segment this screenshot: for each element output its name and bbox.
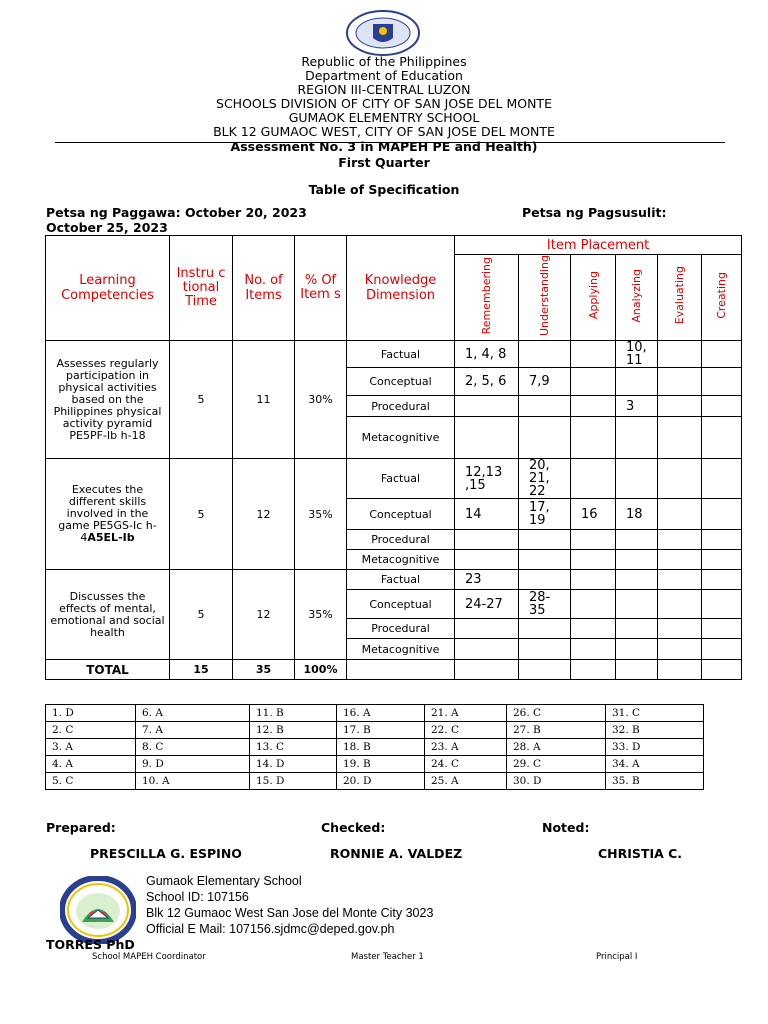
placement-cell — [455, 396, 519, 417]
col-dimension: Knowledge Dimension — [347, 236, 455, 341]
answer-cell: 12. B — [250, 722, 337, 739]
col-percent: % Of Item s — [295, 236, 347, 341]
placement-cell — [702, 368, 742, 396]
placement-cell — [571, 341, 616, 368]
placement-cell — [658, 639, 702, 660]
answer-key-table — [45, 704, 704, 790]
level-remembering: Remembering — [455, 255, 519, 341]
answer-cell: 4. A — [46, 756, 136, 773]
checked-label: Checked: — [321, 820, 386, 835]
placement-cell — [658, 341, 702, 368]
empty-cell — [616, 660, 658, 680]
noted-name-cont: TORRES PhD — [46, 937, 135, 952]
placement-cell — [519, 619, 571, 639]
footer-school-id: School ID: 107156 — [146, 890, 249, 904]
dimension-label: Procedural — [347, 619, 455, 639]
level-evaluating: Evaluating — [658, 255, 702, 341]
placement-cell — [519, 550, 571, 570]
placement-cell — [571, 530, 616, 550]
table-of-specification — [45, 235, 742, 680]
answer-cell: 8. C — [136, 739, 250, 756]
total-items: 35 — [233, 660, 295, 680]
placement-cell: 16 — [571, 499, 616, 530]
answer-cell: 30. D — [507, 773, 606, 790]
answer-cell: 17. B — [337, 722, 425, 739]
answer-cell: 33. D — [606, 739, 704, 756]
prepared-role: School MAPEH Coordinator — [92, 952, 206, 962]
answer-cell: 27. B — [507, 722, 606, 739]
placement-cell — [519, 530, 571, 550]
answer-cell: 7. A — [136, 722, 250, 739]
level-applying: Applying — [571, 255, 616, 341]
placement-cell — [702, 550, 742, 570]
answer-cell: 23. A — [425, 739, 507, 756]
placement-cell — [658, 590, 702, 619]
placement-cell — [702, 499, 742, 530]
dimension-label: Procedural — [347, 396, 455, 417]
noted-role: Principal I — [596, 952, 638, 962]
placement-cell — [519, 417, 571, 459]
placement-cell — [616, 639, 658, 660]
placement-cell — [702, 570, 742, 590]
placement-cell — [616, 550, 658, 570]
placement-cell — [519, 570, 571, 590]
placement-cell — [658, 550, 702, 570]
empty-cell — [658, 660, 702, 680]
competency-percent: 30% — [295, 341, 347, 459]
date-made: Petsa ng Paggawa: October 20, 2023 — [46, 205, 307, 220]
answer-cell: 20. D — [337, 773, 425, 790]
header-division: SCHOOLS DIVISION OF CITY OF SAN JOSE DEL MONTE — [216, 96, 552, 111]
placement-cell — [571, 570, 616, 590]
competency-items: 12 — [233, 570, 295, 660]
competency-percent: 35% — [295, 459, 347, 570]
level-analyzing: Analyzing — [616, 255, 658, 341]
placement-cell: 24-27 — [455, 590, 519, 619]
placement-cell — [658, 530, 702, 550]
placement-cell — [702, 619, 742, 639]
answer-cell: 1. D — [46, 705, 136, 722]
placement-cell — [455, 639, 519, 660]
col-time: Instru c tional Time — [170, 236, 233, 341]
placement-cell — [658, 499, 702, 530]
placement-cell — [616, 530, 658, 550]
answer-cell: 29. C — [507, 756, 606, 773]
answer-cell: 16. A — [337, 705, 425, 722]
dimension-label: Metacognitive — [347, 550, 455, 570]
placement-cell — [519, 639, 571, 660]
total-label: TOTAL — [46, 660, 170, 680]
item-placement-header: Item Placement — [455, 236, 742, 255]
checked-name: RONNIE A. VALDEZ — [330, 846, 463, 861]
prepared-label: Prepared: — [46, 820, 116, 835]
dimension-label: Conceptual — [347, 368, 455, 396]
placement-cell: 23 — [455, 570, 519, 590]
header-school: GUMAOK ELEMENTRY SCHOOL — [288, 110, 480, 125]
placement-cell: 1, 4, 8 — [455, 341, 519, 368]
answer-cell: 15. D — [250, 773, 337, 790]
placement-cell — [702, 459, 742, 499]
placement-cell — [658, 417, 702, 459]
placement-cell — [455, 417, 519, 459]
answer-cell: 19. B — [337, 756, 425, 773]
competency-items: 11 — [233, 341, 295, 459]
empty-cell — [455, 660, 519, 680]
level-creating: Creating — [702, 255, 742, 341]
assessment-title: Assessment No. 3 in MAPEH PE and Health) — [230, 139, 538, 154]
answer-cell: 28. A — [507, 739, 606, 756]
dimension-label: Factual — [347, 570, 455, 590]
answer-cell: 13. C — [250, 739, 337, 756]
placement-cell — [571, 639, 616, 660]
placement-cell — [571, 590, 616, 619]
competency-time: 5 — [170, 570, 233, 660]
competency-percent: 35% — [295, 570, 347, 660]
answer-cell: 10. A — [136, 773, 250, 790]
school-logo — [60, 876, 136, 944]
placement-cell — [658, 619, 702, 639]
placement-cell — [616, 570, 658, 590]
level-understanding: Understanding — [519, 255, 571, 341]
placement-cell: 20, 21, 22 — [519, 459, 571, 499]
placement-cell — [571, 368, 616, 396]
placement-cell — [702, 396, 742, 417]
table-title: Table of Specification — [308, 182, 460, 197]
header-republic: Republic of the Philippines — [301, 54, 467, 69]
dimension-label: Factual — [347, 459, 455, 499]
answer-cell: 21. A — [425, 705, 507, 722]
placement-cell — [455, 619, 519, 639]
answer-cell: 14. D — [250, 756, 337, 773]
placement-cell — [571, 396, 616, 417]
answer-row — [46, 739, 704, 756]
placement-cell — [658, 396, 702, 417]
date-given-value: October 25, 2023 — [46, 220, 168, 235]
date-given-label: Petsa ng Pagsusulit: — [522, 205, 667, 220]
placement-cell — [702, 530, 742, 550]
header-region: REGION III-CENTRAL LUZON — [297, 82, 471, 97]
competency-text-bold: A5EL-Ib — [87, 531, 135, 545]
placement-cell — [455, 550, 519, 570]
noted-label: Noted: — [542, 820, 590, 835]
dimension-label: Metacognitive — [347, 417, 455, 459]
header-address: BLK 12 GUMAOC WEST, CITY OF SAN JOSE DEL MONTE — [213, 124, 555, 139]
placement-cell — [616, 417, 658, 459]
placement-cell: 3 — [616, 396, 658, 417]
placement-cell — [571, 459, 616, 499]
placement-cell — [519, 341, 571, 368]
prepared-name: PRESCILLA G. ESPINO — [90, 846, 242, 861]
placement-cell — [702, 417, 742, 459]
competency-time: 5 — [170, 459, 233, 570]
footer-school: Gumaok Elementary School — [146, 874, 302, 888]
placement-cell — [616, 619, 658, 639]
placement-cell: 18 — [616, 499, 658, 530]
placement-cell — [702, 590, 742, 619]
answer-row — [46, 722, 704, 739]
placement-cell — [455, 530, 519, 550]
empty-cell — [702, 660, 742, 680]
deped-seal — [345, 10, 421, 56]
placement-cell — [571, 619, 616, 639]
answer-cell: 35. B — [606, 773, 704, 790]
total-time: 15 — [170, 660, 233, 680]
footer-address: Blk 12 Gumaoc West San Jose del Monte City 3023 — [146, 906, 434, 920]
competency-text: Discusses the effects of mental, emotional and social health — [46, 570, 170, 660]
placement-cell: 12,13 ,15 — [455, 459, 519, 499]
answer-cell: 5. C — [46, 773, 136, 790]
quarter-title: First Quarter — [338, 155, 430, 170]
answer-cell: 2. C — [46, 722, 136, 739]
competency-items: 12 — [233, 459, 295, 570]
answer-cell: 31. C — [606, 705, 704, 722]
placement-cell — [616, 368, 658, 396]
footer-email: Official E Mail: 107156.sjdmc@deped.gov.ph — [146, 922, 395, 936]
competency-text: Assesses regularly participation in physical activities based on the Philippines physical activity pyramid PE5PF-Ib h-18 — [46, 341, 170, 459]
placement-cell — [658, 368, 702, 396]
placement-cell: 17, 19 — [519, 499, 571, 530]
placement-cell — [702, 341, 742, 368]
placement-cell — [616, 590, 658, 619]
answer-cell: 3. A — [46, 739, 136, 756]
placement-cell: 10, 11 — [616, 341, 658, 368]
placement-cell: 2, 5, 6 — [455, 368, 519, 396]
placement-cell: 28- 35 — [519, 590, 571, 619]
answer-row — [46, 773, 704, 790]
col-items: No. of Items — [233, 236, 295, 341]
placement-cell: 14 — [455, 499, 519, 530]
placement-cell: 7,9 — [519, 368, 571, 396]
placement-cell — [702, 639, 742, 660]
answer-row — [46, 705, 704, 722]
answer-cell: 26. C — [507, 705, 606, 722]
answer-cell: 32. B — [606, 722, 704, 739]
answer-cell: 24. C — [425, 756, 507, 773]
answer-cell: 6. A — [136, 705, 250, 722]
placement-cell — [519, 396, 571, 417]
dimension-label: Procedural — [347, 530, 455, 550]
dimension-label: Factual — [347, 341, 455, 368]
col-competencies: Learning Competencies — [46, 236, 170, 341]
answer-row — [46, 756, 704, 773]
dimension-label: Metacognitive — [347, 639, 455, 660]
empty-cell — [347, 660, 455, 680]
checked-role: Master Teacher 1 — [351, 952, 424, 962]
competency-text: Executes the different skills involved in the game PE5GS-Ic h-4A5EL-Ib — [46, 459, 170, 570]
dimension-label: Conceptual — [347, 590, 455, 619]
placement-cell — [616, 459, 658, 499]
placement-cell — [571, 550, 616, 570]
empty-cell — [519, 660, 571, 680]
placement-cell — [571, 417, 616, 459]
answer-cell: 11. B — [250, 705, 337, 722]
placement-cell — [658, 570, 702, 590]
answer-cell: 18. B — [337, 739, 425, 756]
placement-cell — [658, 459, 702, 499]
competency-time: 5 — [170, 341, 233, 459]
noted-name: CHRISTIA C. — [598, 846, 683, 861]
answer-cell: 9. D — [136, 756, 250, 773]
header-department: Department of Education — [305, 68, 463, 83]
dimension-label: Conceptual — [347, 499, 455, 530]
answer-cell: 25. A — [425, 773, 507, 790]
empty-cell — [571, 660, 616, 680]
answer-cell: 22. C — [425, 722, 507, 739]
total-percent: 100% — [295, 660, 347, 680]
answer-cell: 34. A — [606, 756, 704, 773]
